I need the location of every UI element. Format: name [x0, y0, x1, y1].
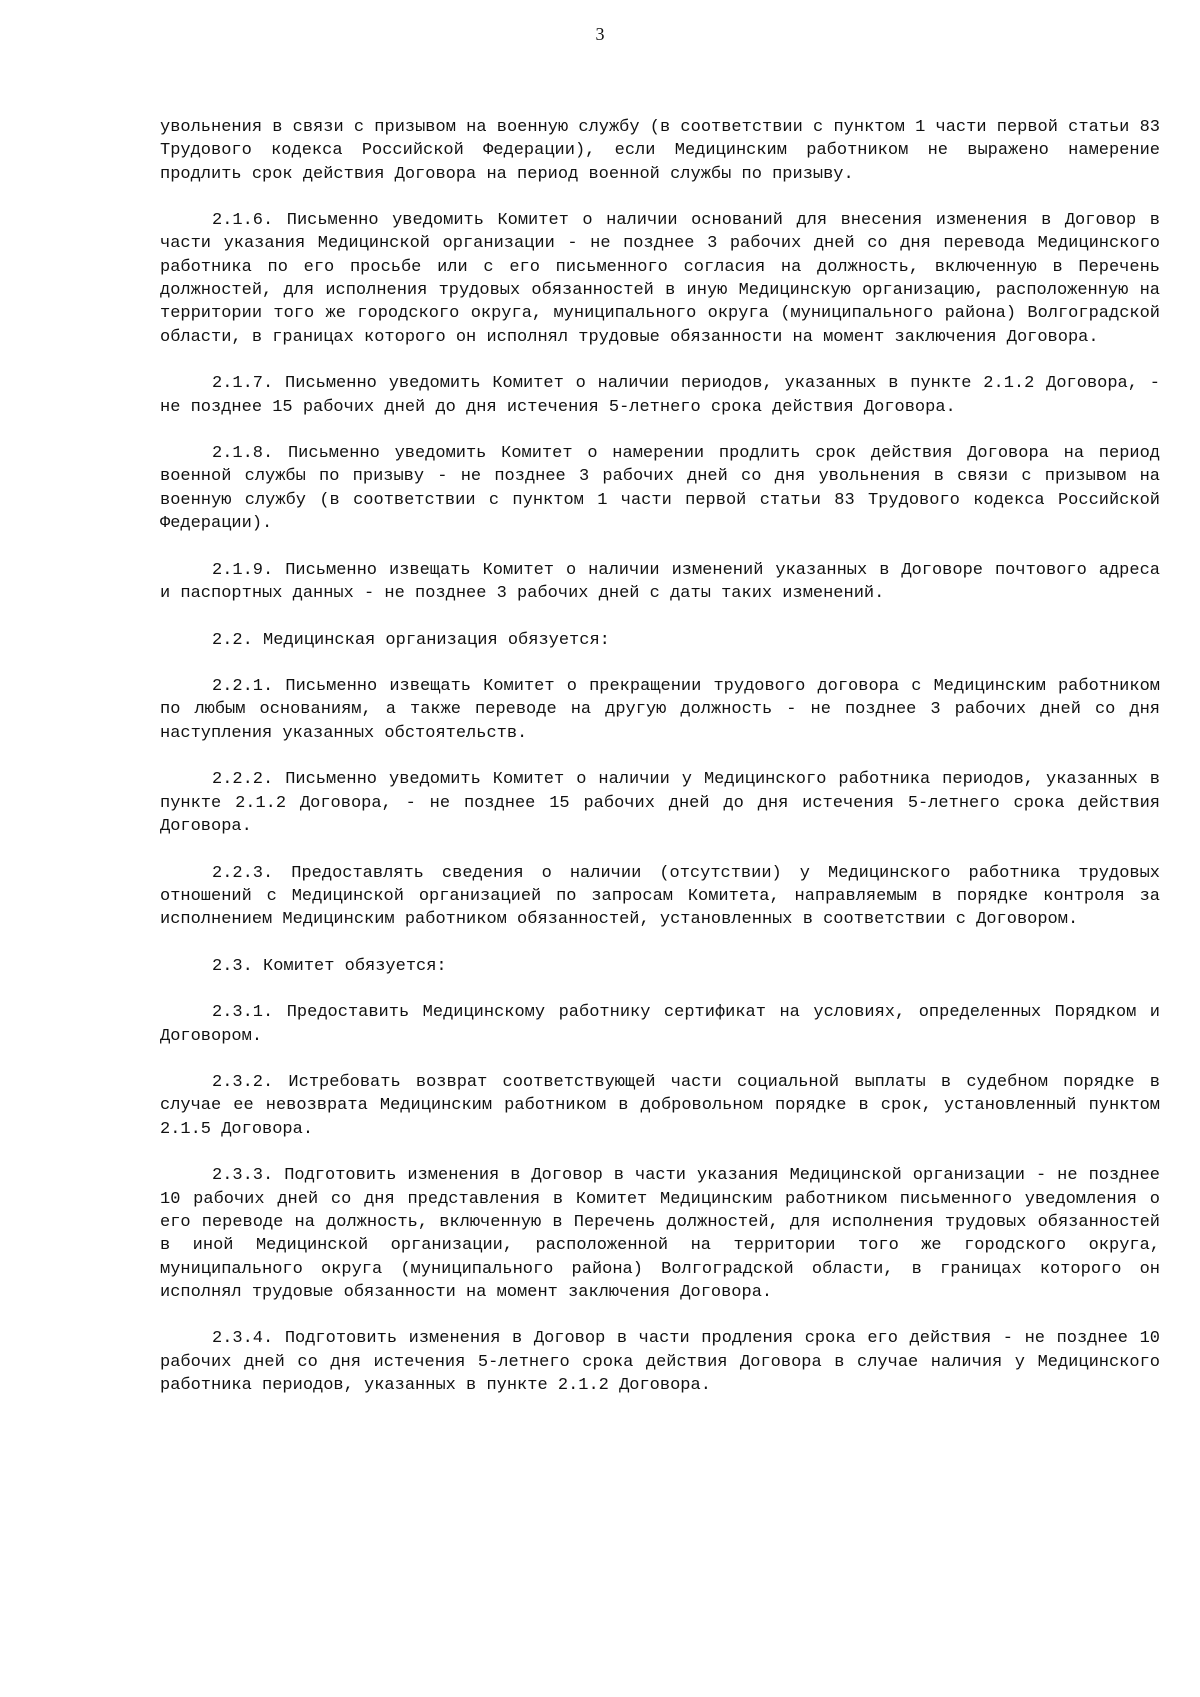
paragraph-2-3-2: 2.3.2. Истребовать возврат соответствующей части социальной выплаты в судебном порядке в случае ее невозврата Медицинским работником в добровольном порядке в срок, установленный пунктом 2.1.5 Договора. [160, 1073, 1160, 1139]
section-heading-2-2: 2.2. Медицинская организация обязуется: [212, 630, 610, 650]
paragraph-2-1-7: 2.1.7. Письменно уведомить Комитет о наличии периодов, указанных в пункте 2.1.2 Договора, - не позднее 15 рабочих дней до дня истечения 5-летнего срока действия Договора. [160, 374, 1160, 417]
paragraph-2-3-4: 2.3.4. Подготовить изменения в Договор в части продления срока его действия - не позднее 10 рабочих дней со дня истечения 5-летнего срока действия Договора в случае наличия у Медицинского работника периодов, указанных в пункте 2.1.2 Договора. [160, 1329, 1160, 1396]
document-body [160, 116, 1160, 1421]
section-heading-2-3: 2.3. Комитет обязуется: [212, 956, 447, 976]
paragraph-2-2-1: 2.2.1. Письменно извещать Комитет о прекращении трудового договора с Медицинским работником по любым основаниям, а также переводе на другую должность - не позднее 3 рабочих дней со дня наступления указанных обстоятельств. [160, 677, 1160, 743]
paragraph-2-3-1: 2.3.1. Предоставить Медицинскому работнику сертификат на условиях, определенных Порядком и Договором. [160, 1003, 1160, 1046]
paragraph-2-2-3: 2.2.3. Предоставлять сведения о наличии (отсутствии) у Медицинского работника трудовых отношений с Медицинской организацией по запросам Комитета, направляемым в порядке контроля за исполнением Медицинским работником обязанностей, установленных в соответствии с Договором. [160, 863, 1160, 930]
paragraph-continuation: увольнения в связи с призывом на военную службу (в соответствии с пунктом 1 части первой статьи 83 Трудового кодекса Российской Федерации), если Медицинским работником не выражено намерение продлить срок действия Договора на период военной службы по призыву. [160, 118, 1160, 184]
page-number: 3 [595, 24, 605, 44]
paragraph-2-1-6: 2.1.6. Письменно уведомить Комитет о наличии оснований для внесения изменения в Договор в части указания Медицинской организации - не позднее 3 рабочих дней со дня перевода Медицинского работника по его просьбе или с его письменного согласия на должность, включенную в Перечень должностей, для исполнения трудовых обязанностей в иную Медицинскую организацию, расположенную на территории того же городского округа, муниципального округа (муниципального района) Волгоградской области, в границах которого он исполнял трудовые обязанности на момент заключения Договора. [160, 211, 1160, 347]
paragraph-2-1-8: 2.1.8. Письменно уведомить Комитет о намерении продлить срок действия Договора на период военной службы по призыву - не позднее 3 рабочих дней со дня увольнения в связи с призывом на военную службу (в соответствии с пунктом 1 части первой статьи 83 Трудового кодекса Российской Федерации). [160, 444, 1160, 534]
paragraph-2-2-2: 2.2.2. Письменно уведомить Комитет о наличии у Медицинского работника периодов, указанных в пункте 2.1.2 Договора, - не позднее 15 рабочих дней до дня истечения 5-летнего срока действия Договора. [160, 770, 1160, 836]
paragraph-2-3-3: 2.3.3. Подготовить изменения в Договор в части указания Медицинской организации - не позднее 10 рабочих дней со дня представления в Комитет Медицинским работником письменного уведомления о его переводе на должность, включенную в Перечень должностей, для исполнения трудовых обязанностей в иной Медицинской организации, расположенной на территории того же городского округа, муниципального округа (муниципального района) Волгоградской области, в границах которого он исполнял трудовые обязанности на момент заключения Договора. [160, 1166, 1160, 1302]
paragraph-2-1-9: 2.1.9. Письменно извещать Комитет о наличии изменений указанных в Договоре почтового адреса и паспортных данных - не позднее 3 рабочих дней с даты таких изменений. [160, 560, 1160, 603]
